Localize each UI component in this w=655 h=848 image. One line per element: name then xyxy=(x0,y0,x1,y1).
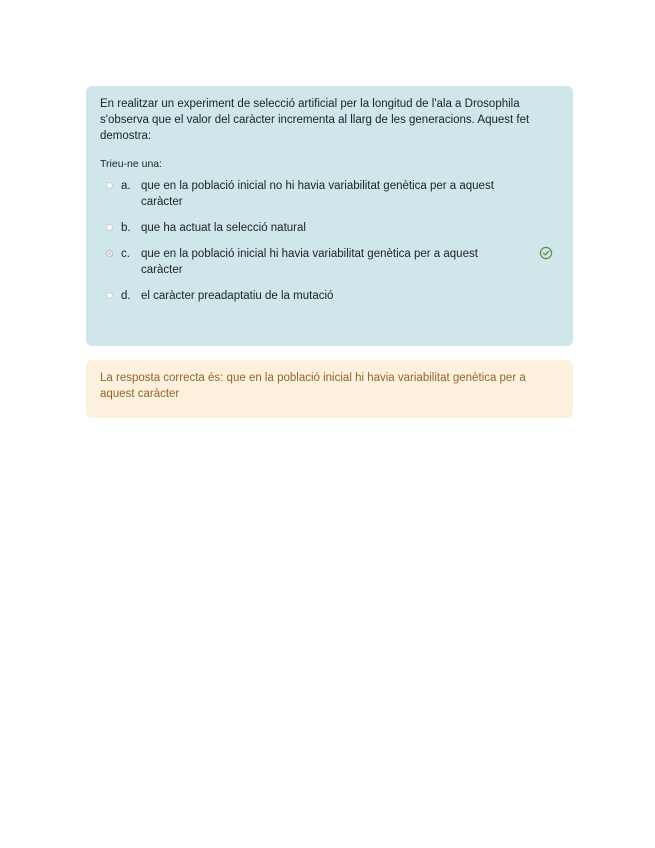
question-card xyxy=(86,86,573,346)
option-a[interactable] xyxy=(100,176,559,214)
option-d-text: el caràcter preadaptatiu de la mutació xyxy=(141,290,334,302)
option-c-radio[interactable] xyxy=(106,250,113,257)
option-a-text: que en la població inicial no hi havia variabilitat genètica per a aquest caràcter xyxy=(141,180,494,208)
option-d-radio[interactable] xyxy=(106,292,113,299)
option-c[interactable] xyxy=(100,244,559,282)
option-b-text: que ha actuat la selecció natural xyxy=(141,222,306,234)
correct-answer-feedback xyxy=(86,360,573,418)
check-circle-icon xyxy=(539,246,553,260)
answer-options xyxy=(100,176,559,308)
option-c-letter: c. xyxy=(121,248,130,260)
option-a-radio[interactable] xyxy=(106,182,113,189)
option-d[interactable] xyxy=(100,286,559,308)
option-c-text: que en la població inicial hi havia variabilitat genètica per a aquest caràcter xyxy=(141,248,478,276)
option-b-radio[interactable] xyxy=(106,224,113,231)
option-b[interactable] xyxy=(100,218,559,240)
feedback-text: La resposta correcta és: que en la població inicial hi havia variabilitat genètica per a aquest caràcter xyxy=(100,372,526,400)
question-text: En realitzar un experiment de selecció artificial per la longitud de l'ala a Drosophila s'observa que el valor del caràcter incrementa al llarg de les generacions. Aquest fet demostra: xyxy=(100,98,530,142)
option-b-letter: b. xyxy=(121,222,131,234)
answer-prompt: Trieu-ne una: xyxy=(100,158,163,170)
option-a-letter: a. xyxy=(121,180,131,192)
option-d-letter: d. xyxy=(121,290,131,302)
